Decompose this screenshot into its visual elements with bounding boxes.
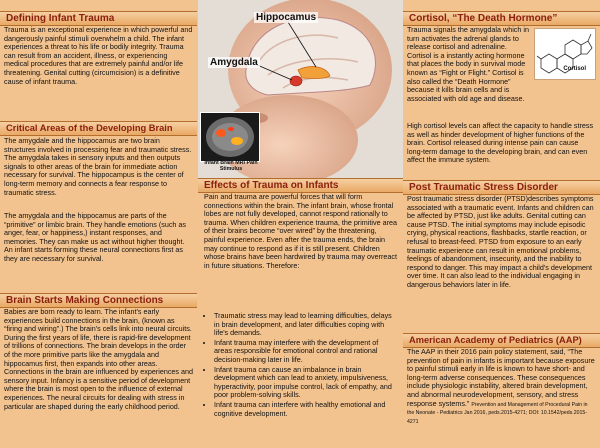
section-body-effects: Pain and trauma are powerful forces that will form connections within the brain. The infant brain, whose frontal lobes are not fully developed, cannot respond rationally to trauma. When children experience trauma, the primitive area of their brains become “over wired” by the threatening, painful experience. Even after the trauma ends, the brain may continue to respond as if it is still present. Children whose brains have been hardwired by trauma may overreact in future situations. Therefore: [204, 192, 397, 270]
section-body-critical-areas-2: The amygdala and the hippocamus are parts of the “primitive” or limbic brain. They handle emotions (such as anger, fear, or happiness,) instant responses, and memories. They can make us act without higher thought. An infant starts forming these neural connections first as they are necessary for survival. [4, 211, 187, 263]
cortisol-molecule-caption: Cortisol [563, 66, 586, 72]
section-body-connections: Babies are born ready to learn. The infant's early experiences build connections in the brain, (known as “firing and wiring”.) The brain's cells link into neural circuits. During the first years of life, there is rapid-fire development of trillions of connections. The brain develops in the order of the more primitive parts like the amygdala and hippocamus first, then expands into other areas. Connections in the brain are influenced by experiences and sensory input. Infancy is a sensitive period of development where the brain is most open to the influence of external experiences. The neural circuits for dealing with stress in particular are shaped during the early childhood period. [4, 307, 193, 411]
section-title-cortisol: Cortisol, “The Death Hormone” [403, 11, 600, 26]
section-title-defining-trauma: Defining Infant Trauma [0, 11, 197, 26]
section-title-ptsd: Post Traumatic Stress Disorder [403, 180, 600, 195]
right-column [403, 0, 600, 448]
list-item: • Infant trauma can cause an imbalance in brain development which can lead to anxiety, impulsiveness, hyperactivity, poor impulse control, lack of empathy, and poor problem-solving skills. [214, 366, 397, 400]
infant-brain-illustration [198, 0, 403, 178]
list-item: • Traumatic stress may lead to learning difficulties, delays in brain development, and later difficulties coping with life's demands. [214, 312, 397, 338]
mri-scan-image [200, 112, 260, 162]
section-title-aap: American Academy of Pediatrics (AAP) [403, 333, 600, 348]
list-item: • Infant trauma may interfere with the development of areas responsible for emotional control and rational decision-making later in life. [214, 339, 397, 365]
section-body-defining-trauma: Trauma is an exceptional experience in which powerful and dangerously painful stimuli overwhelm a child. The infant experiences a threat to his life or bodily integrity. Trauma can result from an accident, illness, or experiencing medical procedures that are extremely painful and/or life threatening. Genital cutting (circumcision) is a definitive cause of infant trauma. [4, 25, 193, 86]
section-body-critical-areas-1: The amygdale and the hippocamus are two brain structures involved in processing fear and traumatic stress. The amygdala takes in sensory inputs and then outputs signals to other areas of the brain for immediate action necessary for survival. The hippocampus is the center of long-term memory and connects a fear response to traumatic stress. [4, 136, 192, 197]
mri-caption: Infant Brain MRI Pain Stimulus [204, 160, 258, 172]
section-title-connections: Brain Starts Making Connections [0, 293, 197, 308]
cortisol-text: Trauma signals the amygdala which in turn activates the adrenal glands to release cortisol and adrenaline. Cortisol is a instantly acting hormone that places the body in survival mode known as “Fight or Flight.” Cortisol is also called the “Death Hormone” because it kills brain cells and is associated with old age and disease. [407, 25, 529, 103]
aap-citation: Prevention and Management of Procedural Pain in the Neonate - Pediatrics Jan 2016, peds.2015-4271; DOI: 10.1542/peds.2015-4271 [407, 401, 588, 425]
label-amygdala: Amygdala [210, 57, 258, 68]
cortisol-molecule-diagram [534, 28, 596, 80]
section-body-aap [407, 348, 596, 425]
section-title-effects: Effects of Trauma on Infants [198, 178, 403, 193]
effects-bullet-list [204, 312, 397, 419]
list-item: • Infant trauma can interfere with healthy emotional and cognitive development. [214, 401, 397, 418]
section-body-ptsd: Post traumatic stress disorder (PTSD)describes symptoms associated with a traumatic event. Infants and children can be affected by PTSD, just like adults. Genital cutting can cause PTSD. The initial symptoms may include episodic crying, physical reactions, flashbacks, startle reaction, or refusal to breast-feed. PTSD from exposure to an early traumatic experience can result in emotional problems, feelings of abandonment, insecurity, and the inability to respond to danger. This may impact a child's development over time. It can also lead to the individual engaging in dangerous behaviors later in life. [407, 194, 594, 289]
section-title-critical-areas: Critical Areas of the Developing Brain [0, 121, 197, 136]
aap-quote: The AAP in their 2016 pain policy statement, said, “The prevention of pain in infants is important because exposure to painful stimuli early in life is known to have short- and long-term adverse consequences. These consequences include physiologic instability, altered brain development, and abnormal neurodevelopment, sensory, and stress response systems.” [407, 347, 595, 408]
label-hippocampus: Hippocamus [256, 12, 317, 23]
section-body-cortisol-intro [407, 26, 532, 103]
left-column [0, 0, 197, 448]
middle-column [198, 0, 403, 448]
section-body-cortisol-effects: High cortisol levels can affect the capacity to handle stress as well as hinder development of higher functions of the brain. Cortisol released during intense pain can cause long-term damage to the developing brain, and can even affect the immune system. [407, 121, 594, 165]
